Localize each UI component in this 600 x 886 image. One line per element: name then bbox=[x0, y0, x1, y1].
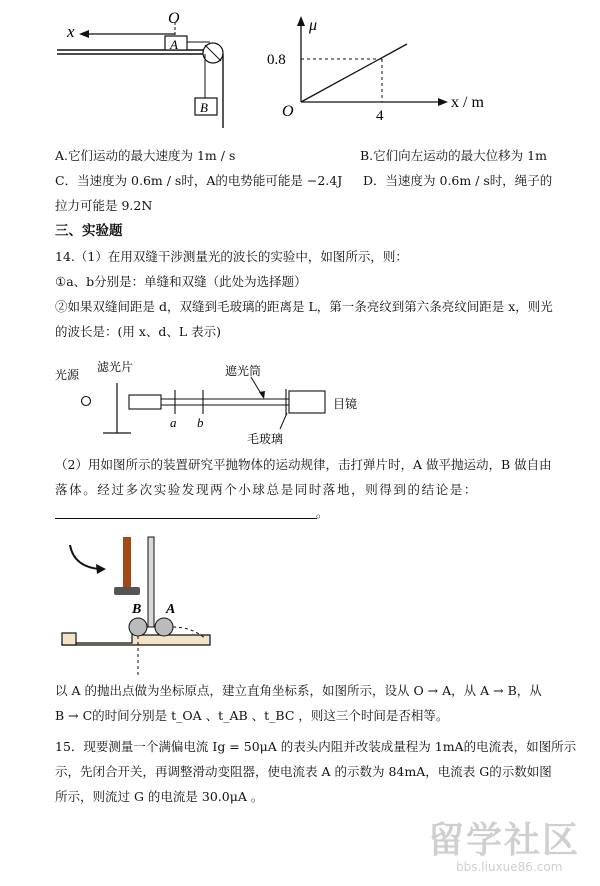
fig-mu-x-graph bbox=[265, 10, 500, 122]
fig4-B-label: B bbox=[132, 602, 142, 617]
option-B: B.它们向左运动的最大位移为 1m bbox=[360, 148, 547, 163]
label-light-source: 光源 bbox=[55, 368, 80, 382]
label-frosted-glass: 毛玻璃 bbox=[247, 432, 284, 446]
fig1-O-label: O bbox=[168, 10, 180, 27]
label-slit-b: b bbox=[197, 415, 204, 430]
fig1-x-label: x bbox=[67, 22, 75, 41]
label-slit-a: a bbox=[170, 415, 177, 430]
q14-line2: ①a、b分别是：单缝和双缝（此处为选择题） bbox=[55, 274, 307, 289]
fig2-x-tick: 4 bbox=[376, 108, 384, 122]
q14-line1: 14.（1）在用双缝干涉测量光的波长的实验中，如图所示，则： bbox=[55, 249, 408, 264]
fig1-B-label: B bbox=[200, 100, 208, 115]
fig2-y-tick: 0.8 bbox=[267, 52, 286, 68]
section-title: 三、实验题 bbox=[55, 223, 123, 239]
q15-line1: 15．现要测量一个满偏电流 Ig = 50μA 的表头内阻并改装成量程为 1mA的电流表，如图所示 bbox=[55, 739, 577, 754]
q15-line2: 示，先闭合开关，再调整滑动变阻器，使电流表 A 的示数为 84mA，电流表 G的示数如图 bbox=[55, 764, 552, 779]
q14-3-line1: 以 A 的抛出点做为坐标原点，建立直角坐标系，如图所示，设从 O → A，从 A → B，从 bbox=[55, 683, 542, 698]
option-D-continued: 拉力可能是 9.2N bbox=[55, 198, 153, 213]
fig-double-slit-apparatus bbox=[55, 345, 375, 450]
q14-3-line2: B → C的时间分别是 t_OA 、t_AB 、t_BC ，则这三个时间是否相等。 bbox=[55, 708, 449, 723]
fig-pulley-system bbox=[55, 8, 245, 128]
fig2-y-label: μ bbox=[309, 17, 318, 34]
q15-line3: 所示，则流过 G 的电流是 30.0μA 。 bbox=[55, 789, 264, 804]
label-tube: 遮光筒 bbox=[225, 364, 262, 378]
answer-blank-period: 。 bbox=[316, 505, 329, 520]
fig1-A-label: A bbox=[170, 37, 178, 52]
option-A: A.它们运动的最大速度为 1m / s bbox=[55, 148, 236, 163]
answer-blank bbox=[55, 518, 317, 519]
q14-2-line1: （2）用如图所示的装置研究平抛物体的运动规律，击打弹片时，A 做平抛运动，B 做自由 bbox=[55, 457, 552, 472]
watermark-url: bbs.liuxue86.com bbox=[456, 860, 563, 874]
fig-projectile-apparatus bbox=[60, 535, 220, 675]
label-filter: 滤光片 bbox=[97, 360, 134, 374]
fig2-origin: O bbox=[282, 103, 294, 120]
q14-line3: ②如果双缝间距是 d，双缝到毛玻璃的距离是 L，第一条亮纹到第六条亮纹间距是 x，则光 bbox=[55, 299, 553, 314]
q14-2-line2: 落体。经过多次实验发现两个小球总是同时落地，则得到的结论是： bbox=[55, 482, 479, 497]
option-D: D．当速度为 0.6m / s时，绳子的 bbox=[363, 173, 553, 188]
fig4-A-label: A bbox=[166, 602, 176, 617]
q14-line4: 的波长是：(用 x、d、L 表示) bbox=[55, 324, 222, 339]
label-eyepiece: 目镜 bbox=[333, 397, 358, 411]
watermark-logo: 留学社区 bbox=[428, 820, 581, 861]
fig2-x-label: x / m bbox=[451, 94, 484, 111]
option-C: C．当速度为 0.6m / s时，A的电势能可能是 −2.4J bbox=[55, 173, 343, 188]
